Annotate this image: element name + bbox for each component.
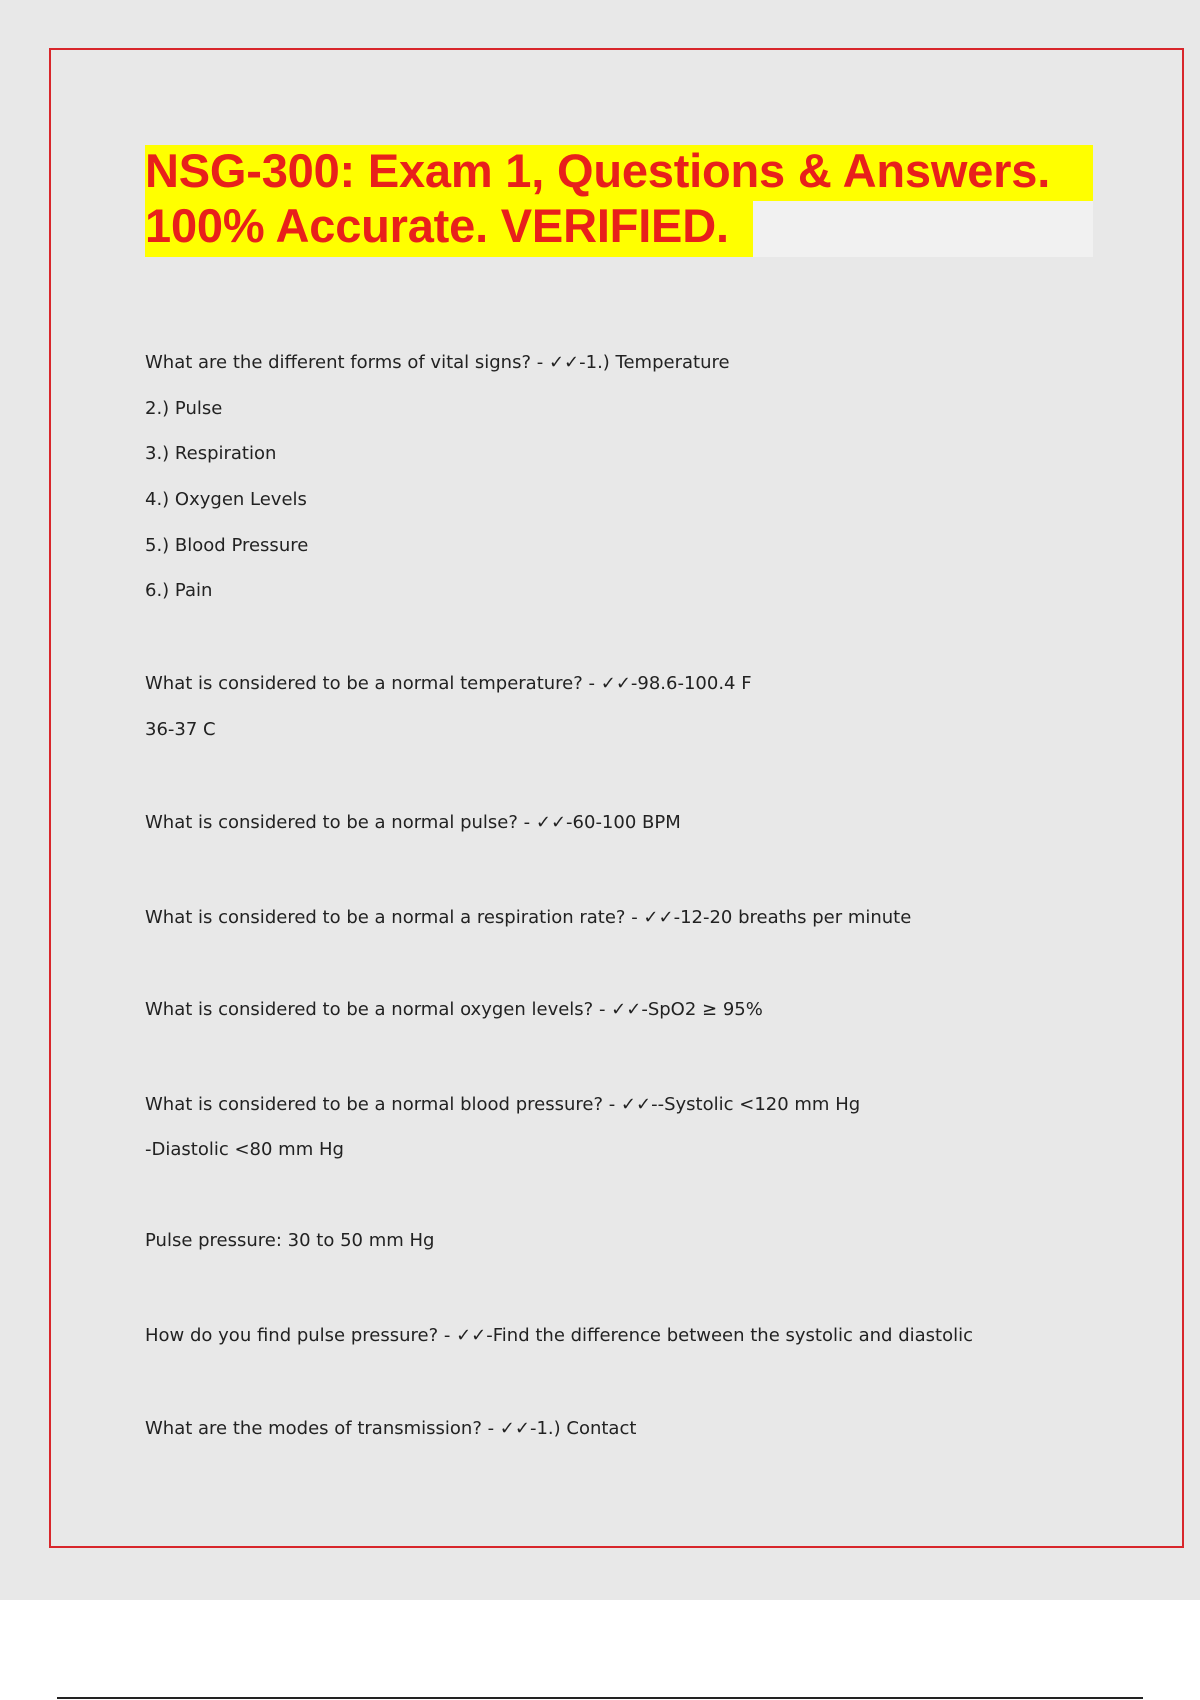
answer-line: 2.) Pulse — [145, 398, 223, 419]
question-temperature: What is considered to be a normal temperature? - ✓✓-98.6-100.4 F — [145, 673, 752, 694]
question-respiration: What is considered to be a normal a respiration rate? - ✓✓-12-20 breaths per minute — [145, 907, 912, 928]
question-pulse: What is considered to be a normal pulse? - ✓✓-60-100 BPM — [145, 812, 681, 833]
answer-line: 36-37 C — [145, 719, 216, 740]
pulse-pressure-note: Pulse pressure: 30 to 50 mm Hg — [145, 1230, 435, 1251]
answer-line: 3.) Respiration — [145, 443, 277, 464]
question-vital-signs: What are the different forms of vital signs? - ✓✓-1.) Temperature — [145, 352, 730, 373]
question-find-pulse-pressure: How do you find pulse pressure? - ✓✓-Find the difference between the systolic and diastolic — [145, 1325, 973, 1346]
title-line-1: NSG-300: Exam 1, Questions & Answers. — [145, 144, 1051, 197]
answer-line: 5.) Blood Pressure — [145, 535, 309, 556]
question-blood-pressure: What is considered to be a normal blood pressure? - ✓✓--Systolic <120 mm Hg — [145, 1094, 861, 1115]
answer-line: -Diastolic <80 mm Hg — [145, 1139, 344, 1160]
question-oxygen: What is considered to be a normal oxygen levels? - ✓✓-SpO2 ≥ 95% — [145, 999, 763, 1020]
footer-divider — [57, 1697, 1143, 1699]
question-transmission: What are the modes of transmission? - ✓✓-1.) Contact — [145, 1418, 637, 1439]
document-title — [145, 143, 1105, 253]
answer-line: 4.) Oxygen Levels — [145, 489, 307, 510]
document-red-border — [49, 48, 1184, 1548]
title-line-2: 100% Accurate. VERIFIED. — [145, 199, 729, 252]
answer-line: 6.) Pain — [145, 580, 213, 601]
